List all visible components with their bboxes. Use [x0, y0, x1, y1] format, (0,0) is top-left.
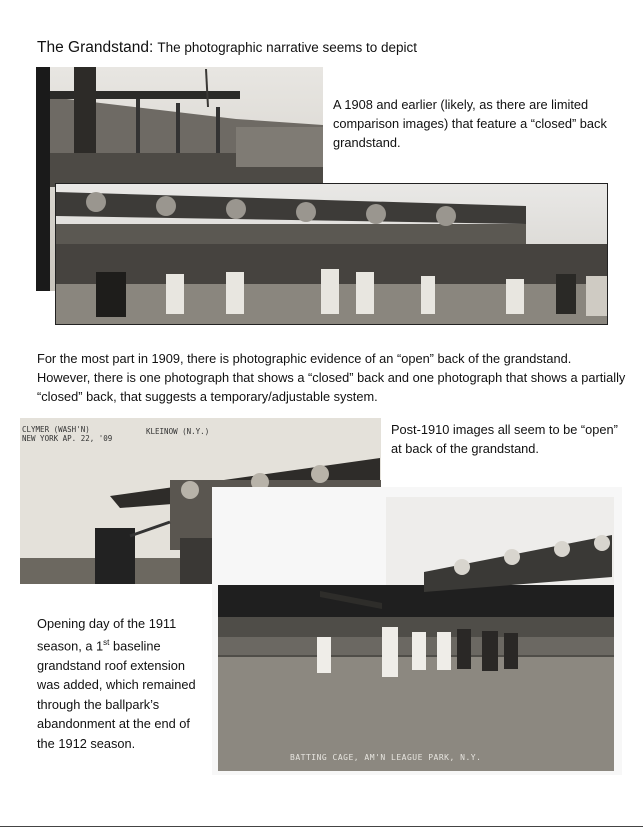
photo3-caption-mid: KLEINOW (N.Y.): [146, 427, 210, 436]
paragraph-1911-start: Opening day of the 1911 season, a 1: [37, 616, 177, 654]
paragraph-1909: For the most part in 1909, there is photographic evidence of an “open” back of the grandstand. However, there is one photograph that shows a “closed” back and one photograph that shows a partially “closed” back, that suggests a temporary/adjustable system.: [37, 351, 626, 404]
paragraph-1911-end: baseline grandstand roof extension was added, which remained through the ballpark’s abandonment at the end of the 1912 season.: [37, 638, 196, 751]
heading-title: The Grandstand:: [37, 39, 154, 56]
paragraph-1908: A 1908 and earlier (likely, as there are limited comparison images) that feature a “closed” back grandstand.: [333, 97, 607, 150]
photo-1911-batting-cage: [212, 487, 622, 775]
heading-subtitle: The photographic narrative seems to depict: [157, 40, 418, 55]
paragraph-1911: [37, 614, 197, 753]
photo3-caption-date: NEW YORK AP. 22, '09: [22, 434, 113, 443]
photo4-caption: BATTING CAGE, AM'N LEAGUE PARK, N.Y.: [290, 753, 482, 762]
paragraph-1911-ordinal: st: [103, 638, 110, 648]
paragraph-1910: Post-1910 images all seem to be “open” at back of the grandstand.: [391, 422, 618, 456]
page-bottom-rule: [0, 826, 643, 827]
photo-1908-panorama: [55, 183, 608, 325]
photo3-caption-left: CLYMER (WASH'N): [22, 425, 90, 434]
page-heading: [37, 39, 417, 57]
